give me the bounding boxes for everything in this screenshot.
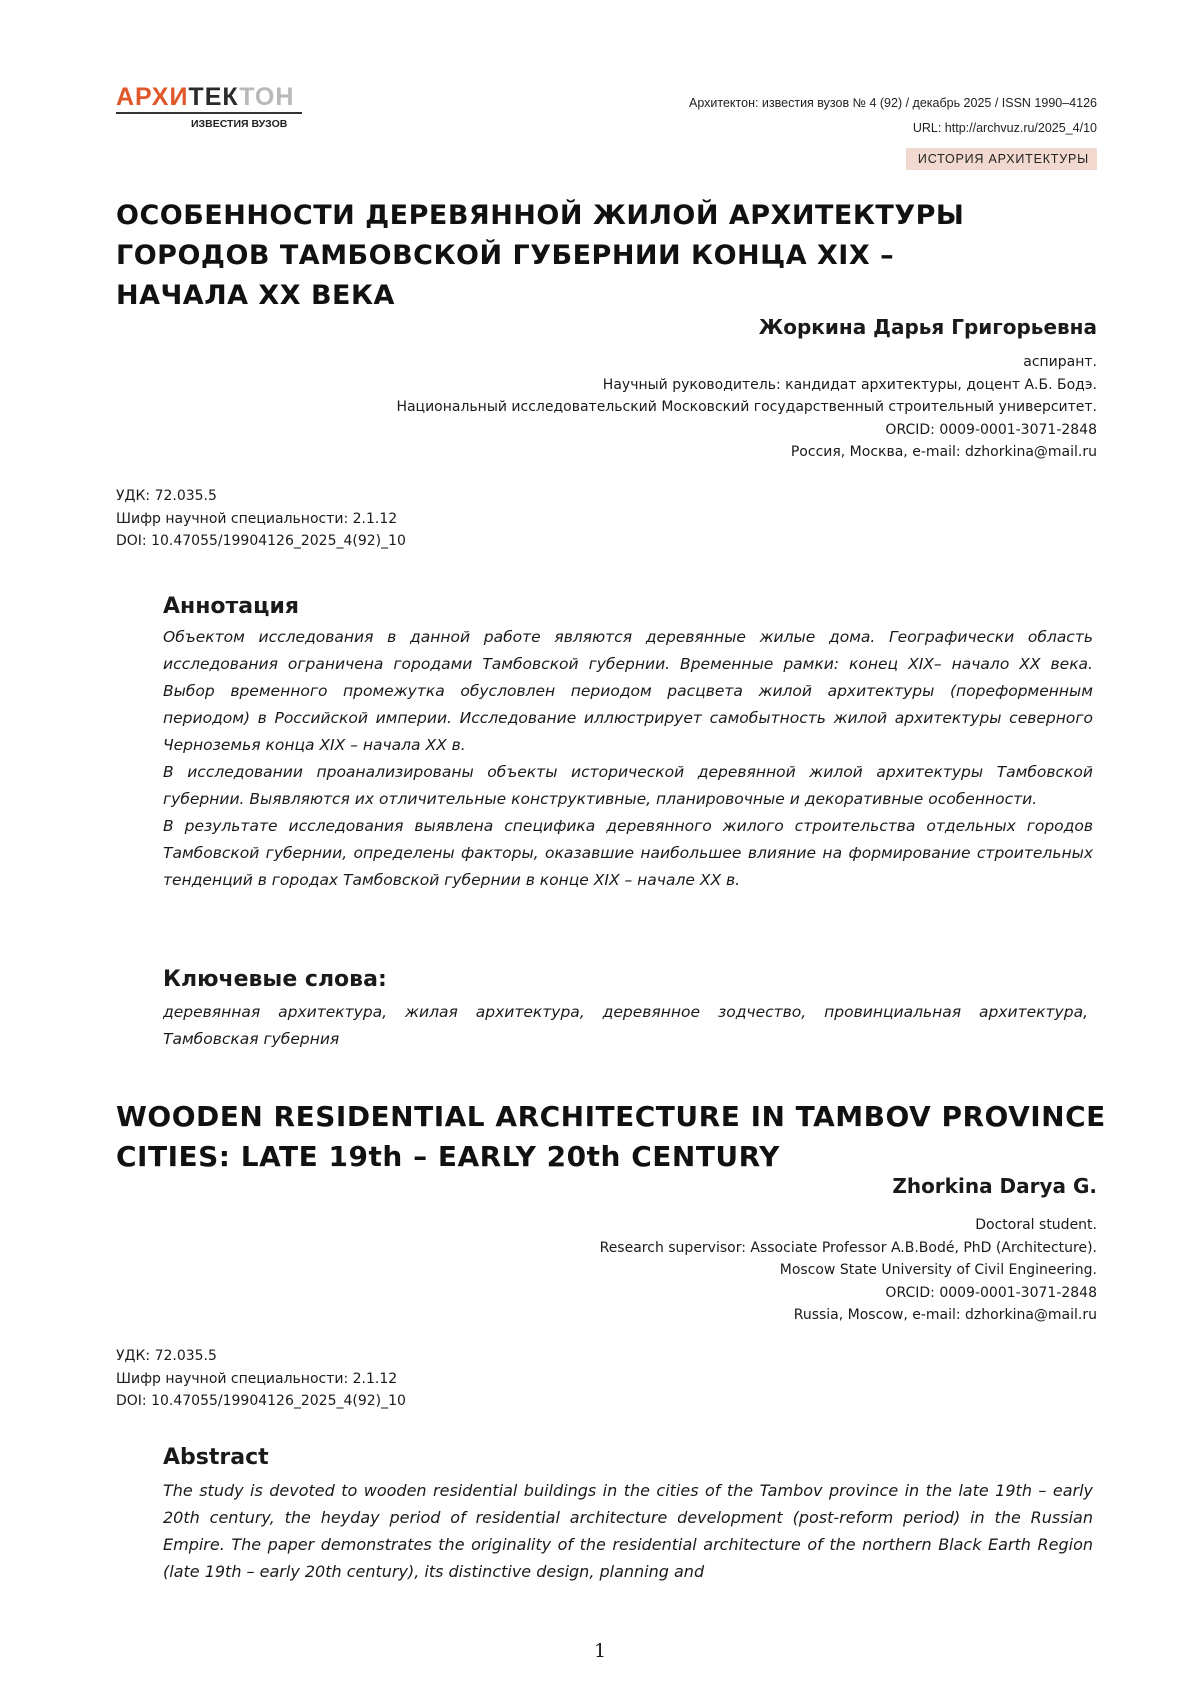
affiliation-line: Doctoral student.: [975, 1217, 1097, 1233]
doi[interactable]: DOI: 10.47055/19904126_2025_4(92)_10: [116, 1393, 406, 1409]
journal-issue-line: Архитектон: известия вузов № 4 (92) / декабрь 2025 / ISSN 1990–4126: [689, 96, 1097, 110]
title-ru: [116, 196, 1116, 316]
title-ru-line: ГОРОДОВ ТАМБОВСКОЙ ГУБЕРНИИ КОНЦА XIX –: [116, 240, 895, 271]
logo-rule: [116, 112, 302, 114]
author-ru: Жоркина Дарья Григорьевна: [758, 315, 1097, 339]
author-en: Zhorkina Darya G.: [892, 1174, 1097, 1198]
annotation-paragraph: В результате исследования выявлена специфика деревянного жилого строительства отдельных городов Тамбовской губернии, определены факторы, оказавшие наибольшее влияние на формирование строительных тенденций в городах Тамбовской губернии в конце XIX – начале XX в.: [163, 817, 1093, 889]
affiliation-line: ORCID: 0009-0001-3071-2848: [885, 1284, 1097, 1301]
specialty-code: Шифр научной специальности: 2.1.12: [116, 1370, 398, 1387]
affiliation-en: [600, 1214, 1097, 1327]
article-meta-en: [116, 1345, 406, 1413]
abstract-heading: Abstract: [163, 1445, 269, 1470]
title-ru-line: ОСОБЕННОСТИ ДЕРЕВЯННОЙ ЖИЛОЙ АРХИТЕКТУРЫ: [116, 200, 965, 231]
affiliation-line: Национальный исследовательский Московский государственный строительный университет.: [396, 399, 1097, 415]
keywords-heading: Ключевые слова:: [163, 967, 387, 992]
affiliation-line: Moscow State University of Civil Engineering.: [779, 1262, 1097, 1278]
logo-part-gray: ТОН: [239, 83, 295, 111]
annotation-paragraph: В исследовании проанализированы объекты исторической деревянной жилой архитектуры Тамбовской губернии. Выявляются их отличительные конструктивные, планировочные и декоративные особенности.: [163, 763, 1093, 808]
annotation-heading: Аннотация: [163, 594, 299, 619]
annotation-text: [163, 624, 1093, 894]
logo-part-orange: АРХИ: [116, 83, 189, 111]
journal-logo: [116, 82, 295, 130]
affiliation-line: Научный руководитель: кандидат архитектуры, доцент А.Б. Бодэ.: [602, 376, 1097, 393]
logo-part-dark: ТЕК: [188, 83, 240, 111]
affiliation-line: Russia, Moscow, e-mail: dzhorkina@mail.ru: [793, 1307, 1097, 1323]
logo-subtitle: ИЗВЕСТИЯ ВУЗОВ: [191, 118, 288, 130]
page-number: 1: [593, 1640, 607, 1662]
annotation-paragraph: Объектом исследования в данной работе являются деревянные жилые дома. Географически область исследования ограничена городами Тамбовской губернии. Временные рамки: конец XIX– начало XX века. Выбор временного промежутка обусловлен периодом расцвета жилой архитектуры (пореформенным периодом) в Российской империи. Исследование иллюстрирует самобытность жилой архитектуры северного Черноземья конца XIX – начала XX в.: [163, 628, 1093, 754]
affiliation-line: аспирант.: [1023, 354, 1097, 370]
affiliation-line: Research supervisor: Associate Professor A.B.Bodé, PhD (Architecture).: [599, 1239, 1097, 1256]
title-ru-line: НАЧАЛА XX ВЕКА: [116, 280, 395, 311]
article-url[interactable]: URL: http://archvuz.ru/2025_4/10: [912, 121, 1097, 135]
affiliation-ru: [396, 351, 1097, 464]
keywords-text: деревянная архитектура, жилая архитектура, деревянное зодчество, провинциальная архитектура, Тамбовская губерния: [163, 1003, 1088, 1048]
affiliation-line: ORCID: 0009-0001-3071-2848: [885, 421, 1097, 438]
udk: УДК: 72.035.5: [116, 1348, 217, 1364]
abstract-text: The study is devoted to wooden residential buildings in the cities of the Tambov province in the late 19th – early 20th century, the heyday period of residential architecture development (post-reform period) in the Russian Empire. The paper demonstrates the originality of the residential architecture of the northern Black Earth Region (late 19th – early 20th century), its distinctive design, planning and: [163, 1481, 1093, 1581]
title-en: [116, 1097, 1106, 1177]
doi[interactable]: DOI: 10.47055/19904126_2025_4(92)_10: [116, 533, 406, 549]
specialty-code: Шифр научной специальности: 2.1.12: [116, 510, 398, 527]
title-en-line: WOODEN RESIDENTIAL ARCHITECTURE IN TAMBOV PROVINCE: [116, 1100, 1106, 1133]
logo-wordmark: [116, 82, 294, 112]
affiliation-line: Россия, Москва, e-mail: dzhorkina@mail.ru: [790, 444, 1097, 460]
udk: УДК: 72.035.5: [116, 488, 217, 504]
section-tag: ИСТОРИЯ АРХИТЕКТУРЫ: [906, 148, 1097, 170]
title-en-line: CITIES: LATE 19th – EARLY 20th CENTURY: [116, 1140, 780, 1173]
article-meta-ru: [116, 485, 406, 553]
